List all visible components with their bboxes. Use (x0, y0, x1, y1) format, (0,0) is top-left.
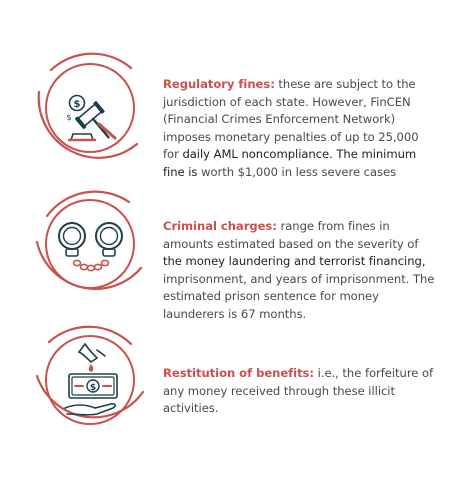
penalty-title: Regulatory fines: (163, 77, 275, 91)
penalty-text-b: daily AML noncompliance. The minimum fine is (163, 147, 417, 179)
svg-text:$: $ (89, 383, 97, 393)
penalty-text-b: the money laundering and terrorist financing, (163, 254, 426, 269)
penalty-title: Restitution of benefits: (163, 366, 314, 380)
penalty-description (163, 76, 435, 182)
handcuffs-icon (25, 176, 155, 306)
gavel-dollar-icon (25, 40, 155, 170)
penalty-text-a: i.e., the forfeiture of any money received through these illicit activities. (163, 366, 434, 416)
penalty-text-a: range from fines in amounts estimated based on the severity of (163, 219, 419, 251)
penalty-title: Criminal charges: (163, 219, 277, 233)
emblem-circle (25, 314, 155, 444)
penalty-text-a: these are subject to the jurisdiction of each state. However, FinCEN (Financial Crimes Enforcement Network) imposes monetary penalties of up to 25,000 for (163, 77, 419, 162)
emblem-circle (25, 40, 155, 170)
svg-text:$: $ (73, 99, 81, 110)
penalty-description (163, 365, 435, 418)
penalty-text-c: worth $1,000 in less severe cases (197, 164, 397, 179)
svg-text:$: $ (66, 113, 72, 122)
emblem-circle (25, 176, 155, 306)
penalty-text-c: imprisonment, and years of imprisonment. The estimated prison sentence for money launderers is 67 months. (163, 271, 435, 321)
penalty-description (163, 218, 435, 324)
money-hand-icon (25, 314, 155, 444)
